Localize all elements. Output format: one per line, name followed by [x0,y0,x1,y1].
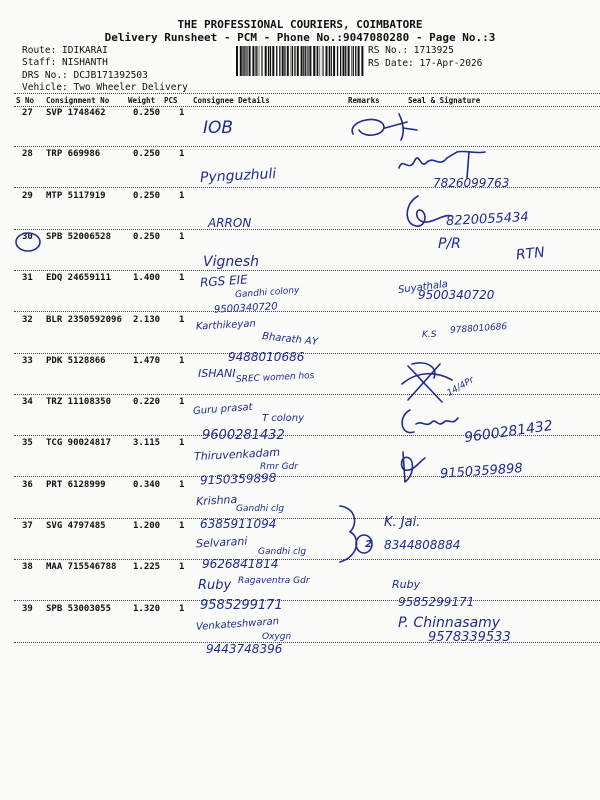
row-weight: 0.250 [133,232,161,242]
row-pcs: 1 [179,397,185,407]
row-divider [14,229,600,230]
row-consignment: SPB 53003055 [46,604,112,614]
hw-r38-name: Ruby [198,578,232,593]
row-divider [14,311,600,312]
row-divider [14,353,600,354]
row-sno: 39 [22,604,33,614]
hw-r29-phone: 8220055434 [445,209,530,230]
hw-r38-addr: Ragaventra Gdr [238,576,310,586]
hw-r34-name: Guru prasat [192,401,253,418]
row-consignment: PDK 5128866 [46,356,106,366]
drs-label: DRS No.: DCJB171392503 [22,70,148,81]
hw-r38-sig-phone: 9585299171 [398,595,475,609]
row-sno: 36 [22,480,33,490]
row-sno: 31 [22,273,33,283]
hw-r33-name: ISHANI [198,367,236,380]
row-consignment: TRZ 11108350 [46,397,112,407]
route-label: Route: IDIKARAI [22,45,108,56]
hw-r39-name: Venkateshwaran [195,616,280,633]
row-weight: 0.220 [133,397,161,407]
hw-r27-name: IOB [203,118,234,138]
hw-r37-sig: K. Jai. [384,515,421,530]
hw-r31-name: RGS EIE [199,272,249,290]
signature-r34 [396,402,466,440]
row-weight: 0.250 [133,108,161,118]
rs-number: RS No.: 1713925 [368,45,454,56]
hw-r36-addr: Gandhi clg [236,504,285,514]
hw-r39-phone: 9443748396 [206,642,283,656]
hw-r29-name: ARRON [208,216,252,230]
hw-r39-sig-phone: 9578339533 [428,630,511,645]
col-remarks: Remarks [348,96,380,105]
row-pcs: 1 [179,108,185,118]
hw-r37-phone: 9626841814 [202,557,279,571]
row-pcs: 1 [179,356,185,366]
hw-r39-addr: Oxygn [262,632,292,642]
hw-r35-phone: 9150359898 [199,470,277,488]
staff-label: Staff: NISHANTH [22,57,108,68]
header-top-rule [14,93,600,94]
row-pcs: 1 [179,438,185,448]
hw-r32-name: Karthikeyan [195,318,257,333]
circle-mark [14,232,44,254]
rs-date: RS Date: 17-Apr-2026 [368,58,483,69]
col-consignee: Consignee Details [193,96,270,105]
row-weight: 1.225 [133,562,161,572]
hw-r35-name: Thiruvenkadam [193,445,281,464]
row-weight: 3.115 [133,438,161,448]
row-sno: 27 [22,108,33,118]
row-weight: 0.340 [133,480,161,490]
hw-r31-addr: Gandhi colony [234,285,300,301]
page-title: THE PROFESSIONAL COURIERS, COIMBATORE [177,18,423,31]
row-consignment: BLR 2350592096 [46,315,122,325]
hw-bracket-count: 2 [365,539,372,550]
col-seal: Seal & Signature [408,96,481,105]
row-pcs: 1 [179,315,185,325]
hw-r37-sig-phone: 8344808884 [384,538,461,552]
hw-r39-sig: P. Chinnasamy [398,615,501,631]
hw-r33-note: 14/4Pr [445,375,476,399]
hw-r33-addr: SREC women hos [235,370,315,386]
hw-r31-sig-phone: 9500340720 [418,288,495,302]
signature-r28 [395,148,495,180]
hw-r38-phone: 9585299171 [200,598,283,613]
row-divider [14,518,600,519]
hw-r34-addr: T colony [262,413,305,424]
row-consignment: TCG 90024817 [46,438,112,448]
row-sno: 30 [22,232,33,242]
row-divider [14,600,600,601]
hw-r35-addr: Rmr Gdr [260,462,298,472]
col-sno: S No [16,96,35,105]
row-weight: 1.470 [133,356,161,366]
hw-r38-sig: Ruby [392,578,421,591]
row-divider [14,146,600,147]
hw-r34-sig-phone: 9600281432 [463,417,554,447]
row-sno: 28 [22,149,33,159]
row-pcs: 1 [179,232,185,242]
row-pcs: 1 [179,480,185,490]
row-pcs: 1 [179,273,185,283]
barcode-image [236,46,364,76]
hw-r34-phone: 9600281432 [202,428,285,443]
row-sno: 32 [22,315,33,325]
row-sno: 38 [22,562,33,572]
col-pcs: PCS [164,96,178,105]
row-divider [14,642,600,643]
hw-r32-phone: 9488010686 [228,350,305,364]
row-divider [14,270,600,271]
hw-r31-phone: 9500340720 [213,301,278,316]
hw-r35-sig-phone: 9150359898 [439,461,524,482]
signature-r27 [345,112,435,142]
signature-r29 [398,190,458,234]
row-divider [14,187,600,188]
header-bottom-rule [14,106,600,107]
hw-r32-sig-phone: 9788010686 [449,322,508,336]
row-weight: 1.400 [133,273,161,283]
hw-r32-addr: Bharath AY [261,331,319,348]
signature-r35 [395,448,435,488]
row-consignment: SVP 1748462 [46,108,106,118]
hw-r32-sig: K.S [422,330,437,340]
row-pcs: 1 [179,604,185,614]
col-weight: Weight [128,96,156,105]
hw-r36-phone: 6385911094 [200,517,277,531]
page-subtitle: Delivery Runsheet - PCM - Phone No.:9047080280 - Page No.:3 [104,31,496,44]
row-pcs: 1 [179,149,185,159]
row-divider [14,394,600,395]
row-consignment: EDQ 24659111 [46,273,112,283]
row-pcs: 1 [179,521,185,531]
vehicle-label: Vehicle: Two Wheeler Delivery [22,82,188,93]
hw-r30-name: Vignesh [203,254,260,270]
row-consignment: SVG 4797485 [46,521,106,531]
col-consignment: Consignment No [46,96,110,105]
row-weight: 1.320 [133,604,161,614]
row-pcs: 1 [179,562,185,572]
row-sno: 29 [22,191,33,201]
row-weight: 0.250 [133,191,161,201]
row-consignment: TRP 669986 [46,149,101,159]
row-divider [14,559,600,560]
row-consignment: PRT 6128999 [46,480,106,490]
row-sno: 35 [22,438,33,448]
row-sno: 37 [22,521,33,531]
row-consignment: MTP 5117919 [46,191,106,201]
row-consignment: SPB 52006528 [46,232,112,242]
hw-r28-phone: 7826099763 [433,176,510,190]
bracket-mark [336,500,376,570]
row-weight: 2.130 [133,315,161,325]
hw-r37-name: Selvarani [195,534,248,551]
row-weight: 1.200 [133,521,161,531]
hw-r30-rtn: RTN [515,244,546,264]
hw-r31-sig: Suyathala [397,278,449,297]
row-consignment: MAA 715546788 [46,562,117,572]
row-sno: 34 [22,397,33,407]
hw-r28-name: Pynguzhuli [199,166,277,186]
hw-r30-pr: P/R [438,236,461,252]
hw-r37-addr: Gandhi clg [258,547,307,557]
row-pcs: 1 [179,191,185,201]
row-weight: 0.250 [133,149,161,159]
row-sno: 33 [22,356,33,366]
hw-r36-name: Krishna [195,492,238,509]
